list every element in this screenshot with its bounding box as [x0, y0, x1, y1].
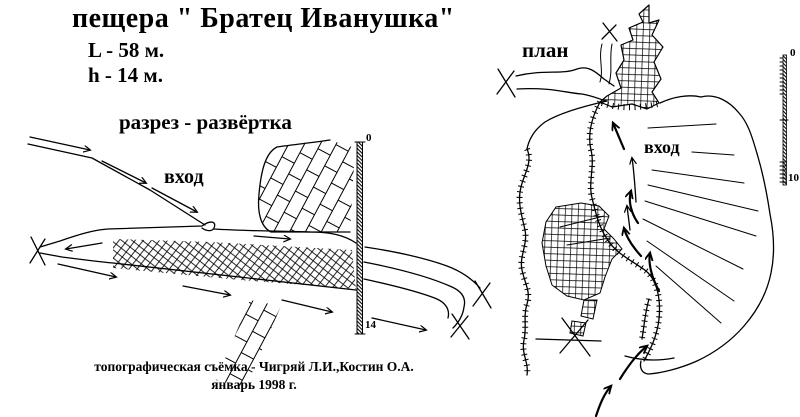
west-passage	[516, 68, 614, 101]
lower-passages-section	[364, 247, 480, 328]
survey-station-icon	[536, 318, 601, 356]
plan-scale-bottom: 10	[788, 172, 799, 184]
section-scale-top: 0	[366, 132, 372, 144]
stub-passage	[600, 44, 612, 84]
survey-station-icon	[497, 69, 515, 97]
plan-entrance-label: вход	[644, 137, 680, 157]
survey-credits	[58, 358, 450, 393]
credit-line-2: январь 1998 г.	[211, 376, 297, 392]
survey-station-icon	[473, 281, 491, 308]
cave-length-label: L - 58 м.	[88, 38, 165, 62]
cave-depth-label: h - 14 м.	[88, 63, 163, 87]
credit-line-1: топографическая съёмка - Чигряй Л.И.,Костин О.А.	[94, 359, 414, 374]
survey-station-icon	[602, 23, 617, 41]
depth-scale-plan	[780, 55, 788, 185]
upper-chamber-hatch	[600, 5, 663, 109]
plan-scale-top: 0	[790, 47, 796, 59]
plan-drawing	[497, 5, 788, 416]
limestone-hatch-upper	[259, 140, 356, 232]
section-scale-bottom: 14	[365, 319, 376, 331]
boulder-hatch-plan	[542, 203, 622, 336]
breakdown-hatch-section	[113, 239, 356, 289]
survey-station-icon	[30, 237, 45, 265]
section-drawing	[28, 137, 491, 387]
section-title: разрез - развёртка	[119, 110, 292, 134]
page-title: пещера " Братец Иванушка"	[72, 3, 455, 34]
plan-title: план	[522, 38, 569, 62]
section-entrance-label: вход	[164, 166, 204, 188]
depth-scale-section	[355, 142, 365, 334]
